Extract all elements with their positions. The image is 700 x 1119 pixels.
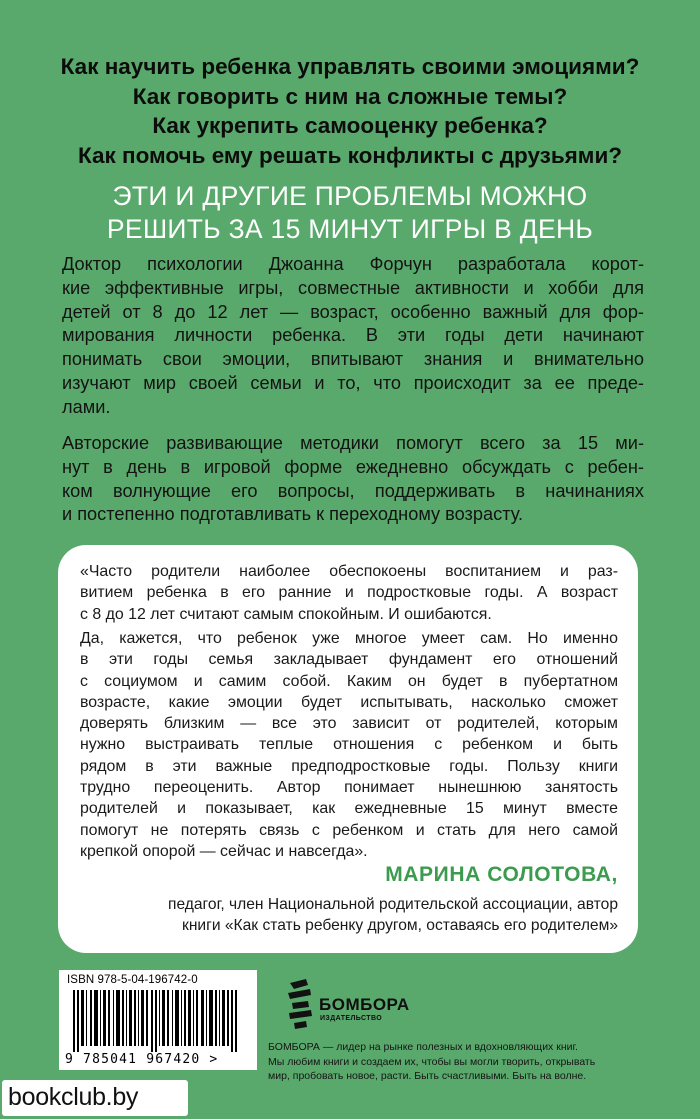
headline <box>20 180 680 246</box>
headline-line: РЕШИТЬ ЗА 15 МИНУТ ИГРЫ В ДЕНЬ <box>106 214 594 244</box>
barcode-digits: 9 785041 967420 > <box>65 1052 219 1067</box>
testimonial-card <box>58 545 638 953</box>
quote-line: в эти годы семья закладывает фундамент его отношений <box>80 651 618 669</box>
publisher-line: мир, пробовать новое, расти. Быть счастливыми. Быть на волне. <box>268 1070 587 1082</box>
quote-line: родителей и показывает, как ежедневные 15 минут вместе <box>80 800 618 818</box>
text-line: и постепенно подготавливать к переходному возрасту. <box>62 504 524 525</box>
author-desc-line: педагог, член Национальной родительской ассоциации, автор <box>168 896 618 913</box>
quote-paragraph-1 <box>80 561 618 625</box>
text-line: мирования личности ребенка. В эти годы дети начинают <box>62 325 644 346</box>
quote-line: рядом в эти важные предподростковые годы. Пользу книги <box>80 757 618 775</box>
quote-line: «Часто родители наиболее обеспокоены воспитанием и раз- <box>80 563 618 580</box>
text-line: Авторские развивающие методики помогут всего за 15 ми- <box>62 433 644 453</box>
site-watermark <box>2 1080 188 1116</box>
description-paragraph-1 <box>62 253 644 420</box>
quote-line: нужно выстраивать теплые отношения с ребенком и быть <box>80 736 618 754</box>
text-line: кие эффективные игры, совместные активности и хобби для <box>62 277 644 298</box>
text-line: ком волнующие его вопросы, поддерживать в начинаниях <box>62 480 644 501</box>
publisher-description <box>268 1040 654 1084</box>
quote-line: трудно переоценить. Автор понимает нынешнюю занятость <box>80 779 618 797</box>
text-line: изучают мир своей семьи и то, что происходит за ее преде- <box>62 372 644 393</box>
barcode-panel <box>59 970 257 1070</box>
headline-line: ЭТИ И ДРУГИЕ ПРОБЛЕМЫ МОЖНО <box>112 181 588 211</box>
barcode-icon <box>67 990 249 1052</box>
publisher-line: Мы любим книги и создаем их, чтобы вы могли творить, открывать <box>268 1055 596 1068</box>
publisher-subtitle: ИЗДАТЕЛЬСТВО <box>320 1015 383 1022</box>
question-line: Как научить ребенка управлять своими эмоциями? <box>60 54 640 79</box>
question-line: Как укрепить самооценку ребенка? <box>152 113 548 138</box>
quote-line: Да, кажется, что ребенок уже многое умеет сам. Но именно <box>80 630 618 647</box>
quote-line: возрасте, какие эмоции будет испытывать, насколько сможет <box>80 693 618 711</box>
quote-line: доверять близким — все это зависит от родителей, которым <box>80 715 618 733</box>
publisher-line: БОМБОРА — лидер на рынке полезных и вдохновляющих книг. <box>268 1041 578 1053</box>
quote-line: помогут не потерять связь с ребенком и стать для него самой <box>80 821 618 839</box>
text-line: нут в день в игровой форме ежедневно обсуждать с ребен- <box>62 456 644 477</box>
quote-line: витием ребенка в его ранние и подростковые годы. А возраст <box>80 584 618 602</box>
quote-paragraph-2 <box>80 628 618 862</box>
author-description <box>78 894 618 936</box>
watermark-text: bookclub.by <box>8 1083 139 1111</box>
text-line: лами. <box>62 396 111 417</box>
text-line: понимать свои эмоции, впитывают знания и внимательно <box>62 349 644 370</box>
question-line: Как говорить с ним на сложные темы? <box>132 83 568 109</box>
publisher-name: БОМБОРА <box>319 995 410 1014</box>
quote-line: с 8 до 12 лет считают самым спокойным. И ошибаются. <box>80 605 492 623</box>
quote-line: с социумом и самим собой. Каким он будет в пубертатном <box>80 672 618 690</box>
isbn-number: ISBN 978-5-04-196742-0 <box>67 974 198 986</box>
author-desc-line: книги «Как стать ребенку другом, оставаясь его родителем» <box>182 917 618 934</box>
quote-line: крепкой опорой — сейчас и навсегда». <box>80 842 368 860</box>
author-name: МАРИНА СОЛОТОВА, <box>385 863 618 886</box>
text-line: Доктор психологии Джоанна Форчун разработала корот- <box>62 254 644 274</box>
question-line: Как помочь ему решать конфликты с друзьями? <box>77 142 623 168</box>
description-paragraph-2 <box>62 432 644 527</box>
text-line: детей от 8 до 12 лет — возраст, особенно важный для фор- <box>62 301 644 322</box>
questions-block <box>20 52 680 170</box>
